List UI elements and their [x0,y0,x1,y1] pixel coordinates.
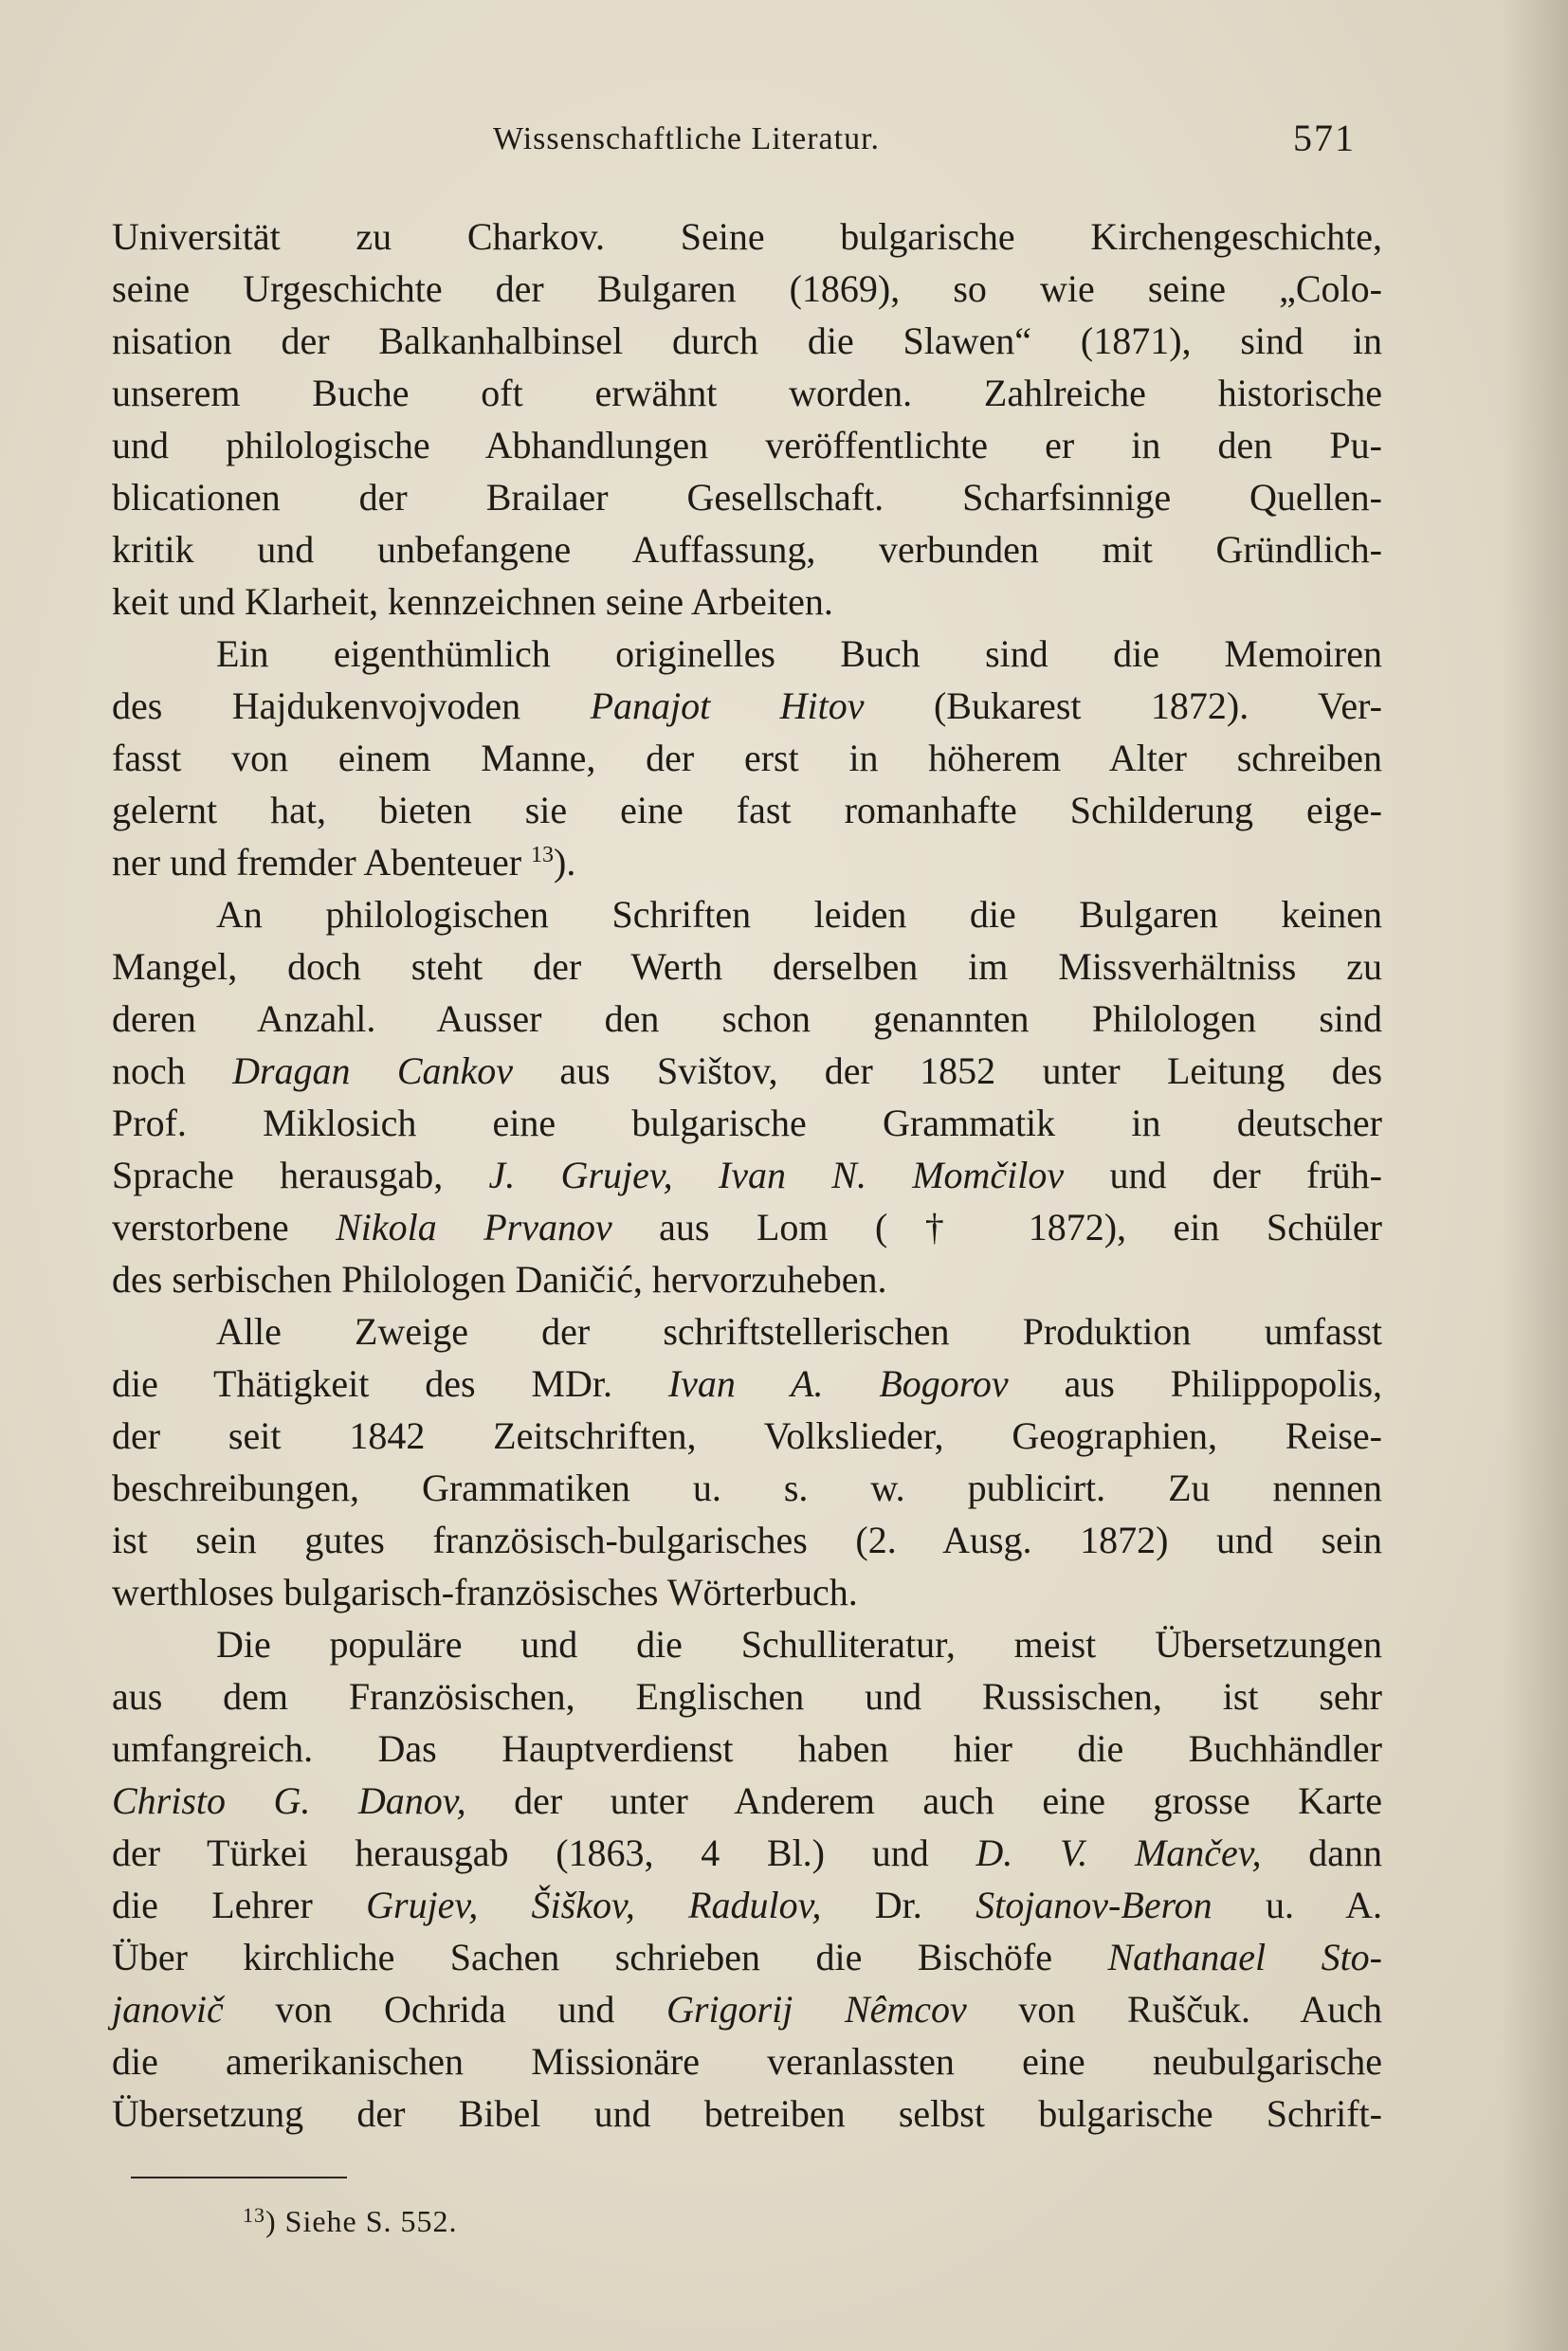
text-line: die Thätigkeit des MDr. Ivan A. Bogorov aus Philippopolis, [112,1362,1383,1405]
text-line: ner und fremder Abenteuer $^{13}$). [112,841,576,884]
footnote-reference: 13 [531,843,555,867]
text-line: Sprache herausgab, J. Grujev, Ivan N. Momčilov und der früh- [112,1154,1383,1196]
text-line: Übersetzung der Bibel und betreiben selbst bulgarische Schrift- [112,2092,1382,2135]
person-name: Nathanael Sto- [1107,1936,1383,1978]
text-line: Universität zu Charkov. Seine bulgarische Kirchengeschichte, [112,215,1382,258]
text-line: fasst von einem Manne, der erst in höherem Alter schreiben [112,737,1382,779]
text-line: seine Urgeschichte der Bulgaren (1869), so wie seine „Colo- [112,267,1382,310]
text-line: Prof. Miklosich eine bulgarische Grammatik in deutscher [112,1102,1382,1144]
text-line: werthloses bulgarisch-französisches Wörterbuch. [112,1571,858,1613]
person-name: Christo G. Danov, [112,1779,466,1822]
text-line: die amerikanischen Missionäre veranlassten eine neubulgarische [112,2040,1382,2083]
person-name: Ivan A. Bogorov [667,1362,1009,1405]
person-name: Grigorij Nêmcov [665,1988,967,2031]
text-line: nisation der Balkanhalbinsel durch die Slawen“ (1871), sind in [112,319,1382,362]
text-line: unserem Buche oft erwähnt worden. Zahlreiche historische [112,372,1382,414]
text-line: des Hajdukenvojvoden Panajot Hitov (Bukarest 1872). Ver- [112,684,1383,727]
person-name: janovič [112,1988,224,2031]
text-line: des serbischen Philologen Daničić, hervorzuheben. [112,1258,887,1301]
text-line: der seit 1842 Zeitschriften, Volkslieder, Geographien, Reise- [112,1414,1382,1457]
text-line: gelernt hat, bieten sie eine fast romanhafte Schilderung eige- [112,789,1382,831]
person-name: J. Grujev, Ivan N. Momčilov [488,1154,1065,1196]
text-line: Über kirchliche Sachen schrieben die Bischöfe Nathanael Sto- [112,1936,1383,1978]
footnote-marker: 13 [243,2203,265,2227]
text-line: verstorbene Nikola Prvanov aus Lom († 1872), ein Schüler [112,1206,1383,1248]
text-line: und philologische Abhandlungen veröffentlichte er in den Pu- [112,424,1382,466]
paragraph-start-line: Die populäre und die Schulliteratur, meist Übersetzungen [216,1623,1382,1666]
person-name: Grujev, Šiškov, Radulov, [366,1884,822,1926]
text-line: umfangreich. Das Hauptverdienst haben hier die Buchhändler [112,1727,1382,1770]
text-line: der Türkei herausgab (1863, 4 Bl.) und D. V. Mančev, dann [112,1832,1383,1874]
text-line: noch Dragan Cankov aus Svištov, der 1852 unter Leitung des [112,1049,1383,1092]
text-line: die Lehrer Grujev, Šiškov, Radulov, Dr. Stojanov-Beron u. A. [112,1884,1382,1926]
paragraph-start-line: Ein eigenthümlich originelles Buch sind die Memoiren [216,632,1382,675]
text-line: deren Anzahl. Ausser den schon genannten Philologen sind [112,997,1382,1040]
footnote-rule [131,2177,347,2178]
person-name: Nikola Prvanov [336,1206,612,1248]
paragraph-start-line: An philologischen Schriften leiden die Bulgaren keinen [216,893,1382,936]
text-line: ist sein gutes französisch-bulgarisches (2. Ausg. 1872) und sein [112,1519,1382,1561]
text-line: keit und Klarheit, kennzeichnen seine Arbeiten. [112,580,833,623]
text-line: aus dem Französischen, Englischen und Russischen, ist sehr [112,1675,1382,1718]
paragraph-start-line: Alle Zweige der schriftstellerischen Produktion umfasst [216,1310,1382,1353]
running-head: Wissenschaftliche Literatur. [493,121,881,156]
text-line: blicationen der Brailaer Gesellschaft. Scharfsinnige Quellen- [112,476,1382,519]
person-name: Dragan Cankov [232,1049,514,1092]
page-number: 571 [1293,117,1356,159]
footnote [243,2204,458,2239]
footnote-text: ) Siehe S. 552. [265,2204,458,2238]
body-text [112,210,1382,2140]
person-name: D. V. Mančev, [975,1832,1262,1874]
text-line: beschreibungen, Grammatiken u. s. w. publicirt. Zu nennen [112,1467,1382,1509]
person-name: Stojanov-Beron [975,1884,1212,1926]
text-line: kritik und unbefangene Auffassung, verbunden mit Gründlich- [112,528,1382,571]
text-line: Mangel, doch steht der Werth derselben im Missverhältniss zu [112,945,1382,988]
text-line: janovič von Ochrida und Grigorij Nêmcov von Ruščuk. Auch [112,1988,1383,2031]
text-line: Christo G. Danov, der unter Anderem auch eine grosse Karte [112,1779,1383,1822]
person-name: Panajot Hitov [590,684,865,727]
